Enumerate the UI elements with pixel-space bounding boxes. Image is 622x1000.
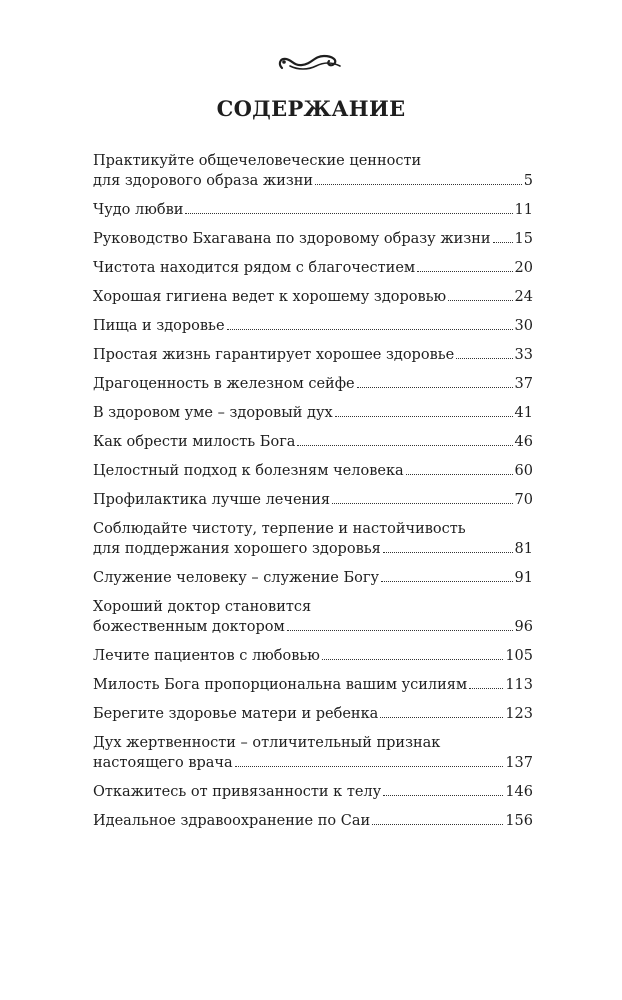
flourish-ornament-icon: [276, 50, 346, 74]
toc-page-number: 137: [505, 755, 533, 771]
toc-entry-row: [93, 403, 533, 423]
toc-entry-row: [93, 461, 533, 481]
toc-page-number: 113: [505, 677, 533, 693]
toc-entry[interactable]: [93, 316, 533, 336]
toc-entry-title: Чистота находится рядом с благочестием: [93, 260, 416, 276]
toc-entry[interactable]: [93, 345, 533, 365]
toc-entry[interactable]: [93, 229, 533, 249]
toc-entry-row: [93, 811, 533, 831]
toc-entry-row: [93, 675, 533, 695]
dot-leader: [493, 242, 513, 243]
toc-entry-title: Откажитесь от привязанности к телу: [93, 784, 382, 800]
toc-entry[interactable]: [93, 461, 533, 481]
toc-page-number: 11: [514, 202, 533, 218]
toc-entry-title: Руководство Бхагавана по здоровому образу жизни: [93, 231, 491, 247]
toc-entry-row: [93, 646, 533, 666]
toc-page-number: 156: [505, 813, 533, 829]
toc-page-number: 33: [514, 347, 533, 363]
toc-entry-title: Хорошая гигиена ведет к хорошему здоровью: [93, 289, 447, 305]
toc-entry-title: Лечите пациентов с любовью: [93, 648, 320, 664]
toc-entry-title: В здоровом уме – здоровый дух: [93, 405, 333, 421]
toc-entry-title-line: Дух жертвенности – отличительный признак: [93, 735, 441, 751]
toc-entry-title: Берегите здоровье матери и ребенка: [93, 706, 379, 722]
toc-entry-title-line: Практикуйте общечеловеческие ценности: [93, 153, 422, 169]
toc-entry-title: Милость Бога пропорциональна вашим усилиям: [93, 677, 468, 693]
toc-entry-row: [93, 490, 533, 510]
toc-entry[interactable]: [93, 200, 533, 220]
toc-page-number: 60: [514, 463, 533, 479]
dot-leader: [381, 581, 513, 582]
toc-entry[interactable]: [93, 151, 533, 191]
toc-entry-row: [93, 345, 533, 365]
toc-page-number: 105: [505, 648, 533, 664]
toc-entry-row: [93, 782, 533, 802]
dot-leader: [185, 213, 512, 214]
toc-entry-title-line: Хороший доктор становится: [93, 599, 312, 615]
toc-entry[interactable]: [93, 287, 533, 307]
toc-entry-row: [93, 704, 533, 724]
toc-entry-row: [93, 617, 533, 637]
toc-entry-title: настоящего врача: [93, 755, 233, 771]
toc-page-number: 123: [505, 706, 533, 722]
toc-entry-row: [93, 374, 533, 394]
toc-entry[interactable]: [93, 675, 533, 695]
toc-page-number: 81: [514, 541, 533, 557]
dot-leader: [383, 795, 503, 796]
toc-page-number: 24: [514, 289, 533, 305]
toc-entry-title: Простая жизнь гарантирует хорошее здоровье: [93, 347, 455, 363]
toc-entry-row: [93, 229, 533, 249]
toc-entry-row: [93, 568, 533, 588]
toc-entry[interactable]: [93, 811, 533, 831]
toc-page-number: 37: [514, 376, 533, 392]
toc-entry[interactable]: [93, 568, 533, 588]
toc-entry[interactable]: [93, 519, 533, 559]
dot-leader: [380, 717, 503, 718]
dot-leader: [235, 766, 504, 767]
toc-entry-row: [93, 432, 533, 452]
toc-page-number: 96: [514, 619, 533, 635]
toc-entry-title: для поддержания хорошего здоровья: [93, 541, 381, 557]
dot-leader: [315, 184, 522, 185]
dot-leader: [448, 300, 512, 301]
toc-entry[interactable]: [93, 490, 533, 510]
dot-leader: [469, 688, 503, 689]
dot-leader: [417, 271, 512, 272]
toc-entry[interactable]: [93, 704, 533, 724]
dot-leader: [335, 416, 513, 417]
toc-page-number: 20: [514, 260, 533, 276]
toc-page-number: 30: [514, 318, 533, 334]
dot-leader: [357, 387, 513, 388]
toc-entry[interactable]: [93, 646, 533, 666]
toc-entry-row: [93, 316, 533, 336]
toc-page-number: 70: [514, 492, 533, 508]
toc-entry-title-line: Соблюдайте чистоту, терпение и настойчивость: [93, 521, 466, 537]
dot-leader: [227, 329, 513, 330]
toc-page-number: 5: [523, 173, 533, 189]
toc-entry-title: божественным доктором: [93, 619, 285, 635]
toc-entry[interactable]: [93, 258, 533, 278]
toc-entry[interactable]: [93, 597, 533, 637]
toc-entry-title: Пища и здоровье: [93, 318, 225, 334]
toc-entry[interactable]: [93, 374, 533, 394]
dot-leader: [383, 552, 513, 553]
toc-page-number: 91: [514, 570, 533, 586]
toc-entry-row: [93, 258, 533, 278]
table-of-contents: [93, 145, 533, 840]
dot-leader: [372, 824, 503, 825]
dot-leader: [287, 630, 513, 631]
toc-page-number: 146: [505, 784, 533, 800]
toc-entry-title: Идеальное здравоохранение по Саи: [93, 813, 371, 829]
toc-entry[interactable]: [93, 432, 533, 452]
dot-leader: [406, 474, 513, 475]
dot-leader: [456, 358, 512, 359]
toc-page-number: 46: [514, 434, 533, 450]
toc-entry-row: [93, 287, 533, 307]
toc-entry-title: Драгоценность в железном сейфе: [93, 376, 355, 392]
toc-entry-title: Целостный подход к болезням человека: [93, 463, 404, 479]
toc-entry[interactable]: [93, 403, 533, 423]
toc-entry[interactable]: [93, 782, 533, 802]
toc-entry-title: для здорового образа жизни: [93, 173, 314, 189]
toc-entry-title: Служение человеку – служение Богу: [93, 570, 380, 586]
toc-entry-title: Чудо любви: [93, 202, 184, 218]
dot-leader: [332, 503, 513, 504]
toc-entry-row: [93, 200, 533, 220]
toc-page-number: 15: [514, 231, 533, 247]
toc-entry-title: Как обрести милость Бога: [93, 434, 296, 450]
toc-entry-row: [93, 753, 533, 773]
dot-leader: [297, 445, 512, 446]
toc-entry-title: Профилактика лучше лечения: [93, 492, 331, 508]
toc-page-number: 41: [514, 405, 533, 421]
toc-entry-row: [93, 539, 533, 559]
dot-leader: [322, 659, 503, 660]
toc-entry-row: [93, 171, 533, 191]
toc-entry[interactable]: [93, 733, 533, 773]
page-title: СОДЕРЖАНИЕ: [216, 96, 406, 121]
